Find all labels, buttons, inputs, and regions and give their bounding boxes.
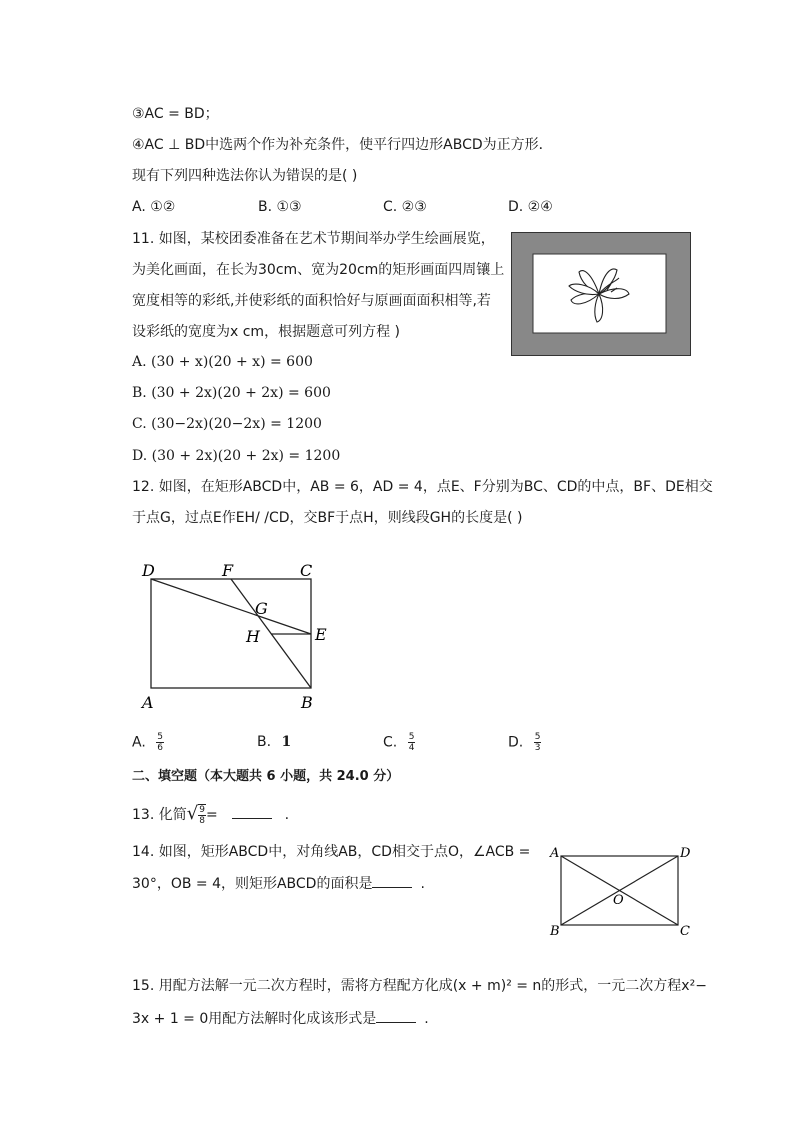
q15-line-1: 15. 用配方法解一元二次方程时，需将方程配方化成(x + m)² = n的形式，一元二次方程x²− — [132, 978, 707, 994]
q10-option-c: C. ②③ — [383, 199, 427, 215]
q11-line-2: 为美化画面，在长为30cm、宽为20cm的矩形画面四周镶上 — [132, 262, 505, 278]
section-heading: 二、填空题（本大题共 6 小题，共 24.0 分） — [132, 769, 400, 784]
painting-figure — [511, 232, 691, 356]
q11-line-3: 宽度相等的彩纸,并使彩纸的面积恰好与原画面面积相等,若 — [132, 293, 491, 309]
q12-line-1: 12. 如图，在矩形ABCD中，AB = 6，AD = 4，点E、F分别为BC、CD的中点，BF、DE相交 — [132, 479, 713, 495]
label-b: B — [550, 924, 560, 939]
q11-line-4: 设彩纸的宽度为x cm，根据题意可列方程 ) — [132, 324, 400, 340]
q15-line-2: 3x + 1 = 0用配方法解时化成该形式是 . — [132, 1008, 429, 1029]
q10-condition-4: ④AC ⊥ BD中选两个作为补充条件，使平行四边形ABCD为正方形． — [132, 137, 553, 153]
label-e: E — [315, 625, 327, 644]
q12-option-d: D. $\frac{5}{3}$ — [508, 732, 541, 753]
label-d: D — [680, 846, 691, 861]
q11-line-1: 11. 如图，某校团委准备在艺术节期间举办学生绘画展览， — [132, 231, 495, 247]
q13-line: 13. 化简√ $\frac{9}{8}$ = . — [132, 803, 290, 826]
q14-line-2: 30°，OB = 4，则矩形ABCD的面积是 . — [132, 873, 425, 894]
q10-option-b: B. ①③ — [258, 199, 302, 215]
label-c: C — [300, 561, 313, 580]
q12-line-2: 于点G，过点E作EH/ /CD，交BF于点H，则线段GH的长度是( ) — [132, 510, 523, 526]
label-g: G — [255, 599, 268, 618]
label-a: A — [550, 846, 560, 861]
label-b: B — [301, 693, 313, 712]
q11-option-b: B. (30 + 2x)(20 + 2x) = 600 — [132, 385, 331, 401]
q12-option-a: A. $\frac{5}{6}$ — [132, 732, 163, 753]
q11-option-d: D. (30 + 2x)(20 + 2x) = 1200 — [132, 448, 341, 464]
label-c: C — [680, 924, 690, 939]
q14-answer-blank[interactable] — [372, 873, 412, 888]
q11-option-c: C. (30−2x)(20−2x) = 1200 — [132, 416, 322, 432]
q11-option-a: A. (30 + x)(20 + x) = 600 — [132, 354, 313, 370]
q10-option-d: D. ②④ — [508, 199, 553, 215]
rectangle-abcd-figure — [136, 556, 336, 716]
label-a: A — [142, 693, 154, 712]
q10-condition-3: ③AC = BD； — [132, 106, 219, 122]
label-h: H — [246, 627, 260, 646]
label-f: F — [222, 561, 234, 580]
segment-de — [151, 579, 311, 634]
q13-answer-blank[interactable] — [232, 804, 272, 819]
label-o: O — [613, 893, 624, 908]
q10-prompt: 现有下列四种选法你认为错误的是( ) — [132, 168, 358, 184]
q15-answer-blank[interactable] — [376, 1008, 416, 1023]
label-d: D — [142, 561, 155, 580]
q10-option-a: A. ①② — [132, 199, 176, 215]
rectangle-diagonals-figure — [546, 842, 696, 942]
q12-option-b: B. 1 — [257, 734, 292, 750]
q14-line-1: 14. 如图，矩形ABCD中，对角线AB，CD相交于点O，∠ACB = — [132, 844, 531, 860]
q12-option-c: C. $\frac{5}{4}$ — [383, 732, 415, 753]
